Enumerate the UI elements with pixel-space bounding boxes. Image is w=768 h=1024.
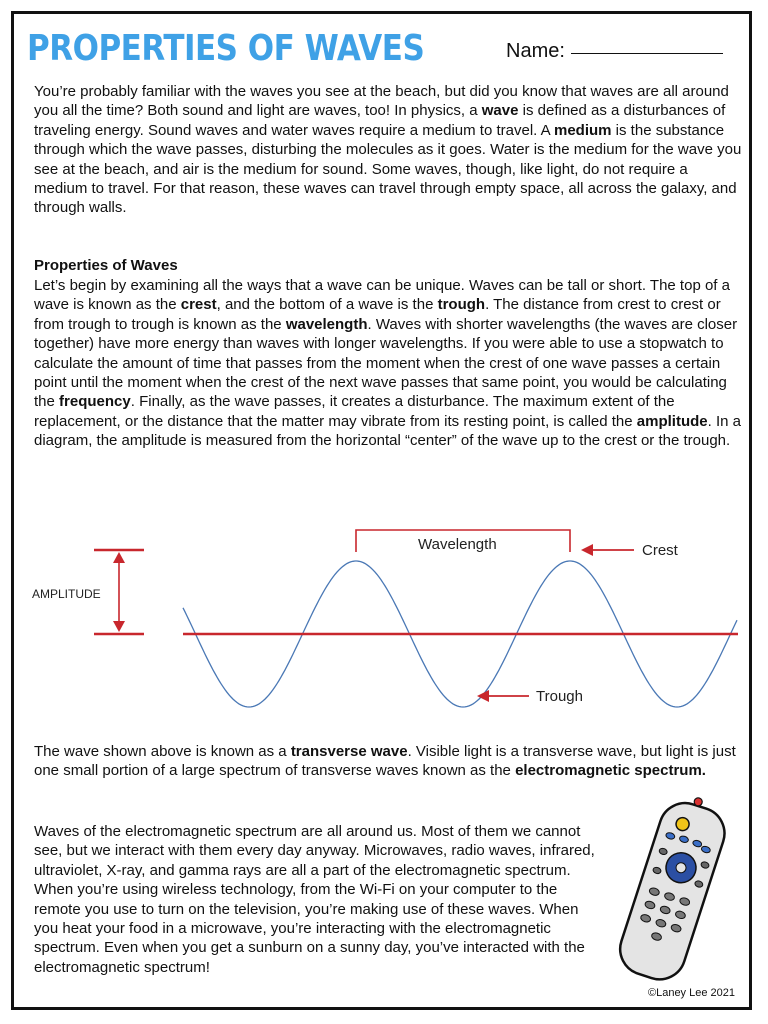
- crest-label: Crest: [642, 542, 678, 559]
- page-title: PROPERTIES OF WAVES: [27, 28, 425, 70]
- name-field: [506, 40, 723, 63]
- properties-heading: Properties of Waves: [34, 257, 178, 274]
- spectrum-paragraph: Waves of the electromagnetic spectrum are all around us. Most of them we cannot see, but we interact with them every day anyway. Microwaves, radio waves, infrared, ultraviolet, X-ray, and gamma rays are all a part of the electromagnetic spectrum. When you’re using wireless technology, from the Wi-Fi on your computer to the remote you use to turn on the television, you’re making use of these waves. When you heat your food in a microwave, you’re interacting with the electromagnetic spectrum. Even when you get a sunburn on a sunny day, you’ve interacted with the electromagnetic spectrum!: [34, 823, 595, 976]
- trough-label: Trough: [536, 688, 583, 705]
- wave-diagram: [14, 529, 749, 729]
- intro-paragraph: You’re probably familiar with the waves you see at the beach, but did you know that waves are all around you all the time? Both sound and light are waves, too! In physics, a wave is defined as a disturbances of traveling energy. Sound waves and water waves require a medium to travel. A medium is the substance through which the wave passes, disturbing the molecules as it goes. Water is the medium for the wave you see at the beach, and air is the medium for sound. Some waves, though, like light, do not require a medium to travel. For that reason, these waves can travel through empty space, all across the galaxy, and through walls.: [34, 83, 742, 217]
- crest-arrow-head: [581, 544, 593, 556]
- name-blank-line[interactable]: [571, 53, 723, 54]
- tv-remote-icon: [612, 794, 732, 984]
- amplitude-arrow-down-head: [113, 621, 125, 632]
- trough-arrow-head: [477, 690, 489, 702]
- amplitude-label: AMPLITUDE: [32, 587, 101, 601]
- name-label: Name:: [506, 40, 565, 62]
- properties-paragraph: Let’s begin by examining all the ways that a wave can be unique. Waves can be tall or short. The top of a wave is known as the crest, and the bottom of a wave is the trough. The distance from crest to crest or from trough to trough is known as the wavelength. Waves with shorter wavelengths (the waves are closer together) have more energy than waves with longer wavelengths. If you were able to use a stopwatch to calculate the amount of time that passes from the moment when the crest of one wave passes a certain point until the moment when the crest of the next wave passes that same point, you would be calculating the frequency. Finally, as the wave passes, it creates a disturbance. The maximum extent of the replacement, or the distance that the matter may vibrate from its resting point, is called the amplitude. In a diagram, the amplitude is measured from the horizontal “center” of the wave up to the crest or the trough.: [34, 277, 741, 450]
- transverse-paragraph: The wave shown above is known as a transverse wave. Visible light is a transverse wave, but light is just one small portion of a large spectrum of transverse waves known as the electromagnetic spectrum.: [34, 743, 736, 780]
- copyright-notice: ©Laney Lee 2021: [647, 987, 735, 999]
- wavelength-label: Wavelength: [418, 536, 497, 553]
- amplitude-arrow-up-head: [113, 552, 125, 563]
- worksheet-page: [11, 11, 752, 1010]
